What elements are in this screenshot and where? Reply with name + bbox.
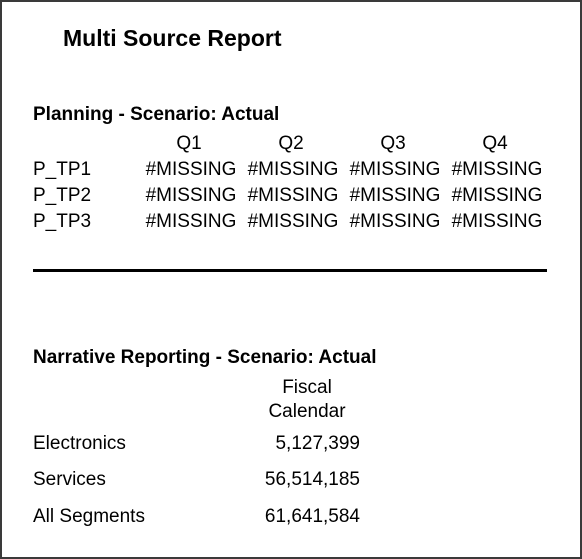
row-label: Services bbox=[33, 469, 106, 490]
narrative-heading: Narrative Reporting - Scenario: Actual bbox=[33, 347, 377, 368]
row-label: P_TP3 bbox=[33, 211, 92, 232]
table-cell: #MISSING bbox=[247, 159, 339, 180]
table-cell: #MISSING bbox=[145, 159, 237, 180]
column-header-line: Fiscal bbox=[282, 377, 332, 398]
column-header-q1: Q1 bbox=[176, 133, 202, 154]
table-cell: #MISSING bbox=[451, 185, 543, 206]
row-label: All Segments bbox=[33, 506, 145, 527]
row-label: P_TP1 bbox=[33, 159, 92, 180]
column-header-q3: Q3 bbox=[380, 133, 406, 154]
column-header-q2: Q2 bbox=[278, 133, 304, 154]
row-label: Electronics bbox=[33, 433, 126, 454]
table-cell: 61,641,584 bbox=[264, 506, 360, 527]
row-label: P_TP2 bbox=[33, 185, 92, 206]
column-header-q4: Q4 bbox=[482, 133, 508, 154]
table-cell: #MISSING bbox=[145, 185, 237, 206]
table-cell: 56,514,185 bbox=[264, 469, 360, 490]
table-cell: #MISSING bbox=[145, 211, 237, 232]
column-header-fiscal-calendar bbox=[252, 376, 362, 424]
table-cell: #MISSING bbox=[451, 211, 543, 232]
section-divider bbox=[33, 269, 547, 272]
table-cell: #MISSING bbox=[451, 159, 543, 180]
planning-heading: Planning - Scenario: Actual bbox=[33, 104, 280, 125]
table-cell: #MISSING bbox=[349, 159, 441, 180]
table-cell: #MISSING bbox=[247, 211, 339, 232]
table-cell: #MISSING bbox=[349, 185, 441, 206]
table-cell: #MISSING bbox=[349, 211, 441, 232]
report-title: Multi Source Report bbox=[63, 25, 282, 51]
table-cell: 5,127,399 bbox=[275, 433, 360, 454]
table-cell: #MISSING bbox=[247, 185, 339, 206]
column-header-line: Calendar bbox=[268, 401, 346, 422]
